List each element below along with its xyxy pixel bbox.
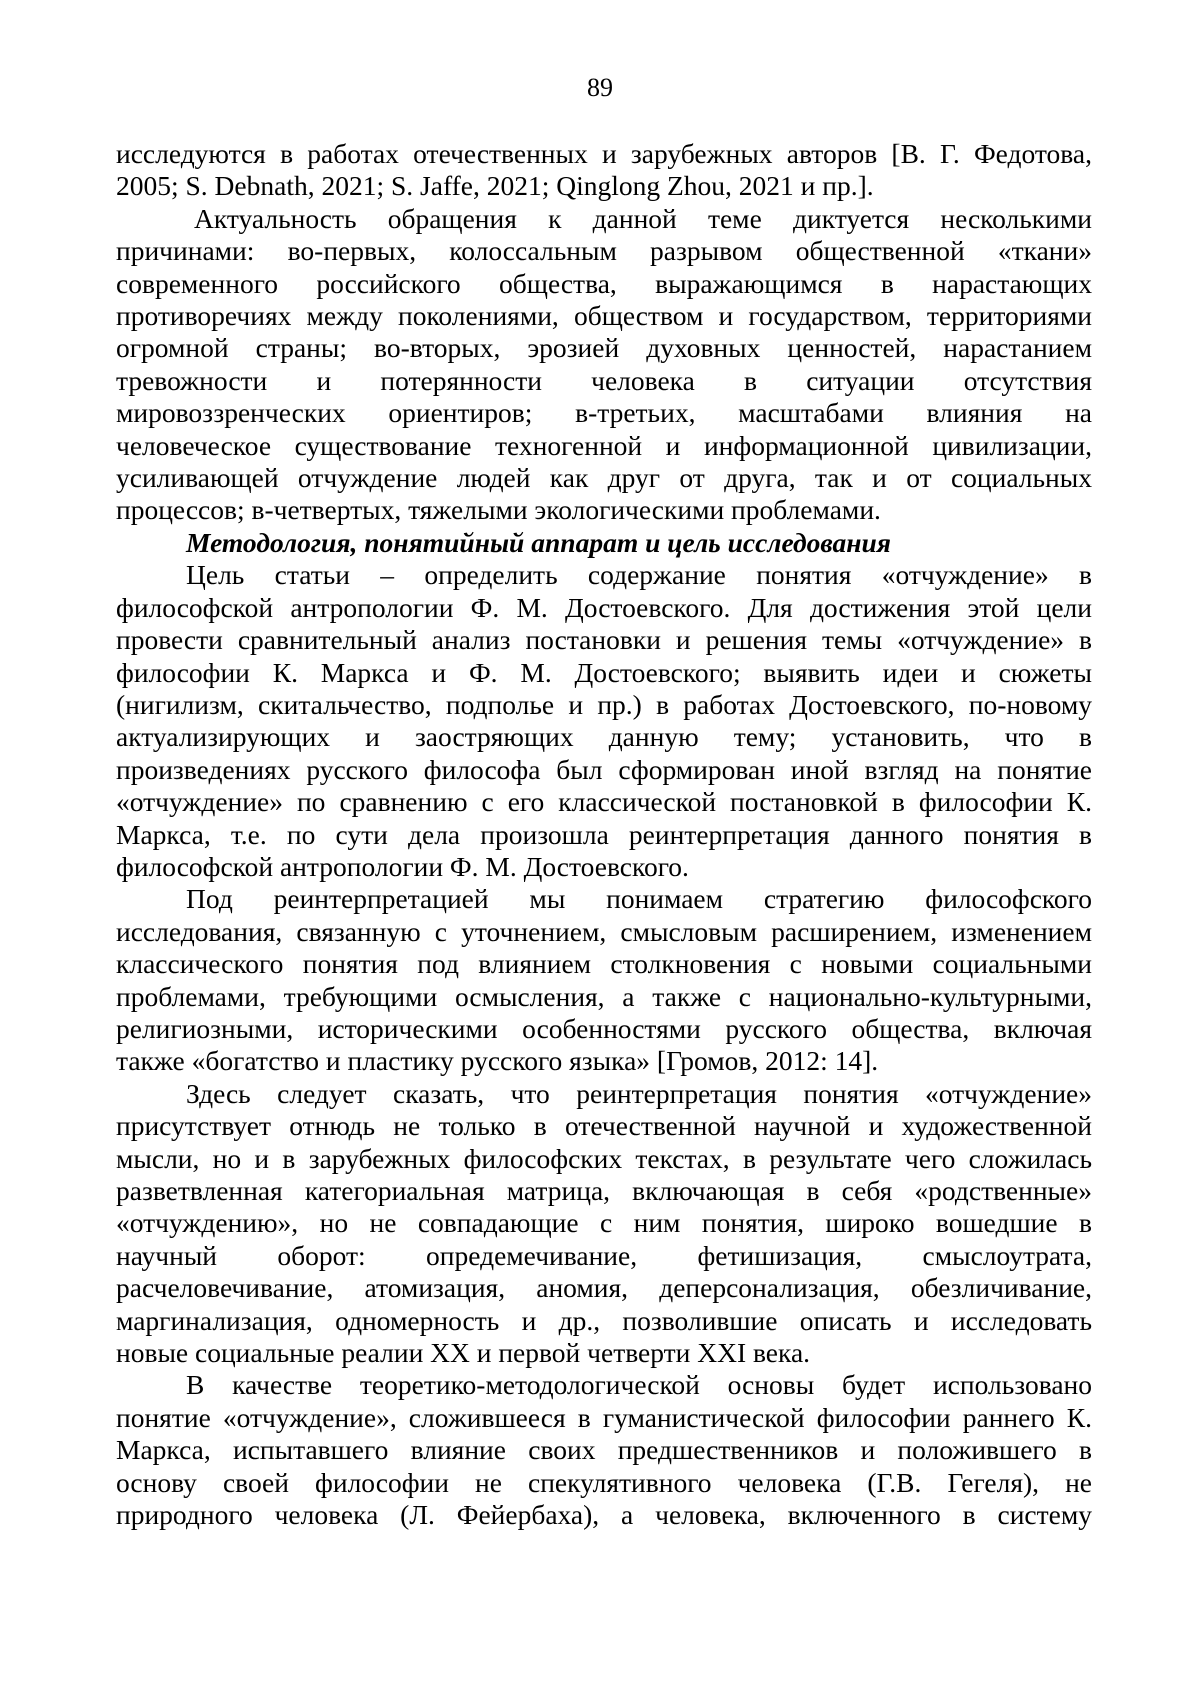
page-number: 89: [587, 73, 613, 102]
document-body: [116, 138, 1092, 1531]
text-line: маргинализация, одномерность и др., позволившие описать и исследовать: [116, 1304, 1092, 1336]
text-line: «отчуждение» по сравнению с его классической постановкой в философии К.: [116, 786, 1092, 818]
section-heading: Методология, понятийный аппарат и цель исследования: [186, 526, 891, 558]
text-line: исследования, связанную с уточнением, смысловым расширением, изменением: [116, 915, 1092, 947]
paragraph: [116, 559, 1092, 883]
paragraph: [116, 203, 1092, 527]
text-line: расчеловечивание, атомизация, аномия, деперсонализация, обезличивание,: [116, 1272, 1092, 1304]
text-line: Актуальность обращения к данной теме диктуется несколькими: [194, 202, 1092, 234]
text-line: Здесь следует сказать, что реинтерпретация понятия «отчуждение»: [186, 1077, 1092, 1109]
text-line: (нигилизм, скитальчество, подполье и пр.) в работах Достоевского, по-новому: [116, 688, 1092, 720]
text-line: научный оборот: опредемечивание, фетишизация, смыслоутрата,: [116, 1239, 1092, 1271]
text-line: В качестве теоретико-методологической основы будет использовано: [186, 1369, 1092, 1401]
text-line: философии К. Маркса и Ф. М. Достоевского; выявить идеи и сюжеты: [116, 656, 1092, 688]
text-line: процессов; в-четвертых, тяжелыми экологическими проблемами.: [116, 494, 881, 526]
text-line: произведениях русского философа был сформирован иной взгляд на понятие: [116, 753, 1092, 785]
paragraph: [116, 138, 1092, 203]
paragraph: [116, 1078, 1092, 1370]
text-line: природного человека (Л. Фейербаха), а человека, включенного в систему: [116, 1499, 1092, 1531]
text-line: мировоззренческих ориентиров; в-третьих, масштабами влияния на: [116, 397, 1092, 429]
paragraph: [116, 883, 1092, 1077]
text-line: также «богатство и пластику русского языка» [Громов, 2012: 14].: [116, 1045, 879, 1077]
text-line: причинами: во-первых, колоссальным разрывом общественной «ткани»: [116, 235, 1092, 267]
text-line: основу своей философии не спекулятивного человека (Г.В. Гегеля), не: [116, 1466, 1092, 1498]
text-line: современного российского общества, выражающимся в нарастающих: [116, 267, 1092, 299]
text-line: огромной страны; во-вторых, эрозией духовных ценностей, нарастанием: [116, 332, 1092, 364]
text-line: провести сравнительный анализ постановки и решения темы «отчуждение» в: [116, 624, 1092, 656]
text-line: 2005; S. Debnath, 2021; S. Jaffe, 2021; Qinglong Zhou, 2021 и пр.].: [116, 170, 874, 202]
text-line: религиозными, историческими особенностями русского общества, включая: [116, 1012, 1092, 1044]
text-line: противоречиях между поколениями, обществом и государством, территориями: [116, 300, 1092, 332]
text-line: присутствует отнюдь не только в отечественной научной и художественной: [116, 1110, 1092, 1142]
text-line: усиливающей отчуждение людей как друг от друга, так и от социальных: [116, 462, 1092, 494]
text-line: Цель статьи – определить содержание понятия «отчуждение» в: [186, 559, 1092, 591]
text-line: «отчуждению», но не совпадающие с ним понятия, широко вошедшие в: [116, 1207, 1092, 1239]
text-line: человеческое существование техногенной и информационной цивилизации,: [116, 429, 1092, 461]
text-line: актуализирующих и заостряющих данную тему; установить, что в: [116, 721, 1092, 753]
text-line: новые социальные реалии XX и первой четверти XXI века.: [116, 1337, 811, 1369]
text-line: мысли, но и в зарубежных философских текстах, в результате чего сложилась: [116, 1142, 1092, 1174]
text-line: исследуются в работах отечественных и зарубежных авторов [В. Г. Федотова,: [116, 138, 1092, 169]
paragraph: [116, 1369, 1092, 1531]
text-line: философской антропологии Ф. М. Достоевского. Для достижения этой цели: [116, 591, 1092, 623]
text-line: разветвленная категориальная матрица, включающая в себя «родственные»: [116, 1175, 1092, 1206]
text-line: классического понятия под влиянием столкновения с новыми социальными: [116, 948, 1092, 980]
text-line: проблемами, требующими осмысления, а также с национально-культурными,: [116, 980, 1092, 1012]
text-line: Маркса, испытавшего влияние своих предшественников и положившего в: [116, 1434, 1092, 1466]
text-line: Под реинтерпретацией мы понимаем стратегию философского: [186, 883, 1092, 915]
text-line: тревожности и потерянности человека в ситуации отсутствия: [116, 364, 1092, 396]
text-line: философской антропологии Ф. М. Достоевского.: [116, 850, 689, 882]
text-line: Маркса, т.е. по сути дела произошла реинтерпретация данного понятия в: [116, 818, 1092, 850]
text-line: понятие «отчуждение», сложившееся в гуманистической философии раннего К.: [116, 1401, 1092, 1433]
